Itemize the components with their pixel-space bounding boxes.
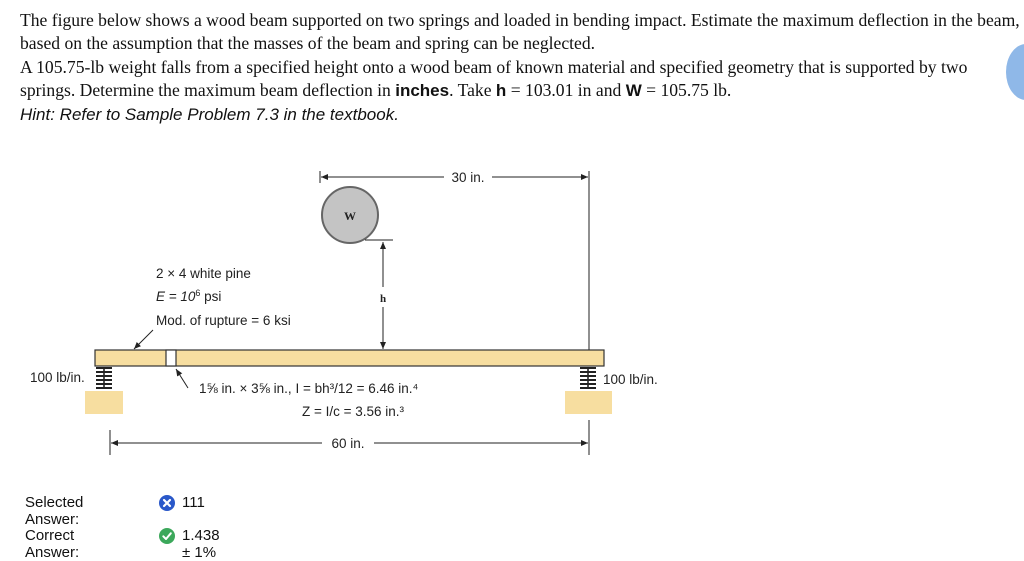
left-spring-label: 100 lb/in. bbox=[30, 370, 85, 385]
material-label-2-pre: E = 10 bbox=[156, 289, 196, 304]
bottom-dim-label: 60 in. bbox=[331, 436, 365, 451]
problem-text-2-pre: A 105.75-lb weight falls from a specified height onto a wood beam of known material and specified geometry that is supported by two springs. Determine the maximum beam deflection in bbox=[20, 56, 968, 101]
incorrect-icon bbox=[159, 495, 175, 511]
right-spring bbox=[580, 367, 596, 388]
material-label-1: 2 × 4 white pine bbox=[156, 266, 251, 281]
problem-statement bbox=[20, 9, 1020, 126]
right-spring-base bbox=[565, 391, 612, 414]
h-symbol: h bbox=[495, 81, 507, 101]
correct-answer-label: Correct Answer: bbox=[25, 527, 80, 561]
material-label-2-exp: 6 bbox=[195, 288, 201, 298]
unit-emphasis: inches bbox=[395, 81, 450, 101]
section-leader bbox=[176, 369, 188, 388]
top-dim-label: 30 in. bbox=[451, 170, 485, 185]
material-label-2-post: psi bbox=[200, 289, 222, 304]
h-value: = 103.01 in and bbox=[506, 80, 626, 101]
beam-figure bbox=[0, 150, 1024, 480]
material-leader bbox=[134, 330, 153, 349]
material-label-2 bbox=[156, 288, 221, 304]
beam-section-marker bbox=[166, 350, 176, 366]
problem-text-2 bbox=[20, 56, 1020, 103]
hint-text: Hint: Refer to Sample Problem 7.3 in the textbook. bbox=[20, 104, 399, 124]
left-spring bbox=[96, 367, 112, 388]
section-properties-1: 1⅝ in. × 3⅝ in., I = bh³/12 = 6.46 in.⁴ bbox=[199, 381, 419, 396]
weight-label: W bbox=[344, 209, 356, 223]
material-label-3: Mod. of rupture = 6 ksi bbox=[156, 313, 291, 328]
selected-answer-value: 111 bbox=[182, 494, 205, 511]
w-symbol: W bbox=[625, 81, 642, 101]
problem-text-1: The figure below shows a wood beam supported on two springs and loaded in bending impact. Estimate the maximum deflection in the beam, based on the assumption that the masses of the beam and spring can be neglected. bbox=[20, 10, 1020, 54]
problem-text-2-mid: . Take bbox=[449, 80, 496, 101]
correct-answer-value: 1.438 ± 1% bbox=[182, 527, 220, 561]
w-value: = 105.75 lb. bbox=[641, 80, 732, 101]
selected-answer-label: Selected Answer: bbox=[25, 494, 84, 528]
right-spring-label: 100 lb/in. bbox=[603, 372, 658, 387]
left-spring-base bbox=[85, 391, 123, 414]
section-properties-2: Z = I/c = 3.56 in.³ bbox=[302, 404, 405, 419]
correct-check-icon bbox=[159, 528, 175, 544]
h-label: h bbox=[379, 293, 387, 305]
